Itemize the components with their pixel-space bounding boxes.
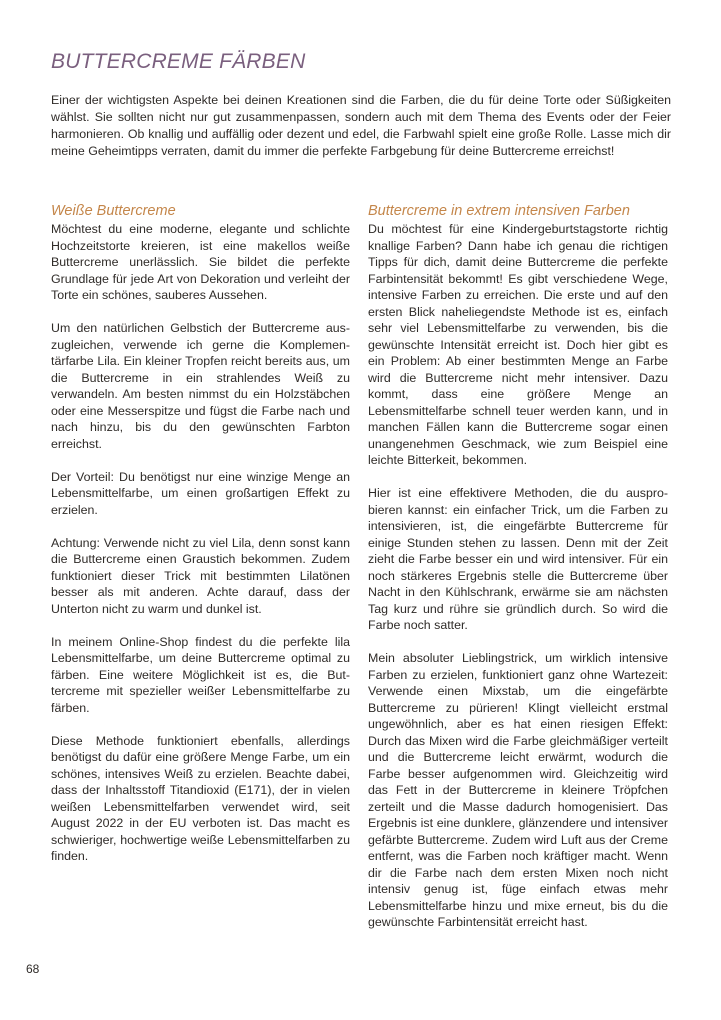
body-paragraph: Um den natürlichen Gelbstich der Buttercreme auszugleichen, verwende ich gerne die Komplementärfarbe Lila. Ein kleiner Tropfen reicht bereits aus, um die Buttercreme in ein strahlendes Weiß zu verwandeln. Am besten nimmst du ein Holzstäbchen oder eine Messerspitze und fügst die Farbe nach und nach hinzu, bis du den gewünschten Farbton erreichst. (51, 321, 350, 451)
page-number: 68 (26, 962, 40, 976)
page-title: BUTTERCREME FÄRBEN (51, 50, 306, 73)
body-paragraph: Mein absoluter Lieblingstrick, um wirklich intensive Farben zu erzielen, funktioniert ganz ohne Wartezeit: Verwende einen Mixstab, um die eingefärbte Buttercreme zu pürieren! Klingt vielleicht erstmal ungewöhnlich, aber es hat einen riesigen Effekt: Durch das Mixen wird die Farbe gleichmäßiger verteilt und die Buttercreme leicht erwärmt, wodurch die Farbe besser aufgenommen wird. Gleichzeitig wird das Fett in der Buttercreme in kleinere Tröpfchen zerteilt und die Masse dadurch homogenisiert. Das Ergebnis ist eine dunklere, glänzendere und intensiver gefärbte Buttercreme. Zudem wird Luft aus der Creme entfernt, was die Farben noch kräftiger macht. Wenn dir die Farbe nach dem ersten Mixen noch nicht intensiv genug ist, füge einfach etwas mehr Lebensmittelfarbe hinzu und mixe erneut, bis du die gewünschte Farbintensität erreicht hast. (368, 651, 668, 929)
section-heading-intense-colors: Buttercreme in extrem intensiven Farben (368, 203, 630, 219)
intro-paragraph: Einer der wichtigsten Aspekte bei deinen Kreationen sind die Farben, die du für deine Torte oder Süßigkeiten wählst. Sie sollten nicht nur gut zusammenpassen, sondern auch mit dem Thema des Events oder der Feier harmonieren. Ob knallig und auffällig oder dezent und edel, die Farbwahl spielt eine große Rolle. Lasse mich dir meine Geheimtipps verraten, damit du immer die perfekte Farbgebung für deine Buttercreme erreichst! (51, 93, 671, 158)
section-heading-white-buttercream: Weiße Buttercreme (51, 203, 176, 219)
body-paragraph: Achtung: Verwende nicht zu viel Lila, denn sonst kann die Buttercreme einen Graustich bekommen. Zudem funktioniert dieser Trick mit bestimmten Lilatönen besser als mit anderen. Achte darauf, dass der Unterton nicht zu warm und dunkel ist. (51, 535, 350, 616)
body-paragraph: Diese Methode funktioniert ebenfalls, allerdings benötigst du dafür eine größere Menge Farbe, um ein schönes, intensives Weiß zu erzielen. Beachte dabei, dass der Inhaltsstoff Titandioxid (E171), der in vielen weißen Lebensmittelfarben verwendet wird, seit August 2022 in der EU verboten ist. Das macht es schwieriger, hochwertige weiße Lebensmittelfarben zu finden. (51, 733, 350, 863)
right-column (368, 202, 668, 947)
body-paragraph: In meinem Online-Shop findest du die perfekte lila Lebensmittelfarbe, um deine Buttercreme optimal zu färben. Eine weitere Möglichkeit ist es, die Buttercreme mit spezieller weißer Lebensmittelfarbe zu färben. (51, 634, 350, 715)
body-paragraph: Du möchtest für eine Kindergeburtstagstorte richtig knallige Farben? Dann habe ich genau die richtigen Tipps für dich, damit deine Buttercreme die perfekte Farbintensität bekommt! Es gibt verschiedene Wege, intensive Farben zu erreichen. Die erste und auf den ersten Blick naheliegendste Methode ist es, einfach sehr viel Lebensmittelfarbe zu verwenden, bis die gewünschte Intensität erreicht ist. Doch hier gibt es ein Problem: Ab einer bestimmten Menge an Farbe wird die Buttercreme nicht mehr intensiver. Dazu kommt, dass eine größere Menge an Lebensmittelfarbe schnell teuer werden kann, und in manchen Fällen kann die Buttercreme sogar einen unangenehmen Geschmack, wie zum Beispiel eine leichte Bitterkeit, bekommen. (368, 222, 668, 467)
body-paragraph: Hier ist eine effektivere Methoden, die du ausprobieren kannst: ein einfacher Trick, um die Farben zu intensivieren, ist, die eingefärbte Buttercreme für einige Stunden stehen zu lassen. Denn mit der Zeit zieht die Farbe besser ein und wird intensiver. Für ein noch stärkeres Ergebnis stelle die Buttercreme über Nacht in den Kühlschrank, erwärme sie am nächsten Tag kurz und rühre sie gründlich durch. So wird die Farbe noch satter. (368, 486, 668, 632)
body-paragraph: Möchtest du eine moderne, elegante und schlichte Hochzeitstorte kreieren, ist eine makellos weiße Buttercreme unerlässlich. Sie bildet die perfekte Grundlage für jede Art von Dekoration und verleiht der Torte ein schönes, sauberes Aussehen. (51, 222, 350, 302)
left-column (51, 202, 350, 881)
body-paragraph: Der Vorteil: Du benötigst nur eine winzige Menge an Lebensmittelfarbe, um einen großartigen Effekt zu erzielen. (51, 469, 350, 517)
